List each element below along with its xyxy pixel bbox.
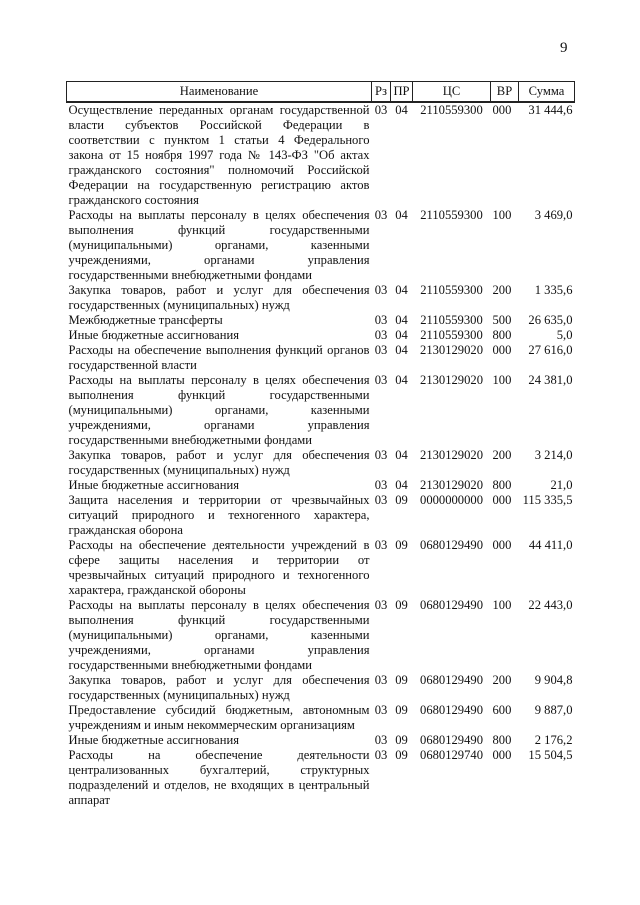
cell-pr: 04 <box>395 373 408 387</box>
cell-rz: 03 <box>374 343 388 357</box>
cell-rz: 03 <box>374 733 388 747</box>
cell-name: Расходы на выплаты персоналу в целях обеспечения выполнения функций государственными (муниципальными) органами, казенными учреждениями, органами управления государственными внебюджетными фондами <box>68 208 370 282</box>
table-row <box>67 598 575 673</box>
cell-rz: 03 <box>374 283 388 297</box>
cell-pr: 09 <box>395 598 408 612</box>
budget-table <box>66 81 575 808</box>
cell-vr: 000 <box>492 103 512 117</box>
cell-rz: 03 <box>374 313 388 327</box>
cell-sum: 21,0 <box>550 478 573 492</box>
cell-rz: 03 <box>374 748 388 762</box>
header-cs: ЦС <box>413 82 491 103</box>
cell-rz: 03 <box>374 373 388 387</box>
cell-cs: 0680129490 <box>420 673 483 687</box>
cell-sum: 24 381,0 <box>528 373 573 387</box>
cell-rz: 03 <box>374 598 388 612</box>
cell-pr: 09 <box>395 748 408 762</box>
cell-cs: 2130129020 <box>420 343 483 357</box>
table-row <box>67 673 575 703</box>
cell-cs: 2110559300 <box>420 313 483 327</box>
cell-vr: 200 <box>492 283 512 297</box>
cell-cs: 0680129740 <box>420 748 483 762</box>
cell-cs: 2110559300 <box>420 328 483 342</box>
cell-rz: 03 <box>374 538 388 552</box>
cell-sum: 26 635,0 <box>528 313 573 327</box>
cell-vr: 800 <box>492 733 512 747</box>
cell-rz: 03 <box>374 493 388 507</box>
cell-cs: 2110559300 <box>420 103 483 117</box>
cell-vr: 000 <box>492 538 512 552</box>
cell-rz: 03 <box>374 478 388 492</box>
table-row <box>67 373 575 448</box>
cell-pr: 04 <box>395 343 408 357</box>
cell-sum: 27 616,0 <box>528 343 573 357</box>
cell-name: Предоставление субсидий бюджетным, автономным учреждениям и иным некоммерческим организациям <box>68 703 370 732</box>
header-rz: Рз <box>372 82 391 103</box>
cell-sum: 31 444,6 <box>528 103 573 117</box>
cell-rz: 03 <box>374 673 388 687</box>
cell-name: Осуществление переданных органам государственной власти субъектов Российской Федерации в соответствии с пунктом 1 статьи 4 Федерального закона от 15 ноября 1997 года № 143-ФЗ "Об актах гражданского состояния" полномочий Российской Федерации на государственную регистрацию актов гражданского состояния <box>68 103 370 207</box>
table-row <box>67 448 575 478</box>
cell-sum: 9 887,0 <box>534 703 573 717</box>
cell-name: Расходы на обеспечение выполнения функций органов государственной власти <box>68 343 370 372</box>
cell-vr: 200 <box>492 673 512 687</box>
cell-vr: 800 <box>492 478 512 492</box>
cell-cs: 2130129020 <box>420 373 483 387</box>
cell-sum: 3 469,0 <box>534 208 573 222</box>
cell-cs: 0680129490 <box>420 703 483 717</box>
table-row <box>67 283 575 313</box>
cell-vr: 100 <box>492 598 512 612</box>
cell-pr: 09 <box>395 733 408 747</box>
cell-sum: 1 335,6 <box>534 283 573 297</box>
cell-vr: 100 <box>492 373 512 387</box>
cell-sum: 5,0 <box>556 328 573 342</box>
cell-pr: 04 <box>395 478 408 492</box>
cell-rz: 03 <box>374 208 388 222</box>
cell-name: Иные бюджетные ассигнования <box>68 478 240 492</box>
cell-cs: 2130129020 <box>420 478 483 492</box>
table-row <box>67 748 575 808</box>
cell-name: Иные бюджетные ассигнования <box>68 733 240 747</box>
table-row <box>67 493 575 538</box>
cell-name: Защита населения и территории от чрезвычайных ситуаций природного и техногенного характера, гражданская оборона <box>68 493 370 537</box>
cell-cs: 0680129490 <box>420 598 483 612</box>
table-header-row <box>67 82 575 103</box>
cell-name: Закупка товаров, работ и услуг для обеспечения государственных (муниципальных) нужд <box>68 448 370 477</box>
cell-name: Расходы на обеспечение деятельности централизованных бухгалтерий, структурных подразделений и отделов, не входящих в центральный аппарат <box>68 748 370 807</box>
cell-vr: 800 <box>492 328 512 342</box>
cell-cs: 0680129490 <box>420 733 483 747</box>
cell-rz: 03 <box>374 703 388 717</box>
cell-rz: 03 <box>374 448 388 462</box>
cell-vr: 000 <box>492 343 512 357</box>
cell-pr: 04 <box>395 448 408 462</box>
cell-cs: 2110559300 <box>420 283 483 297</box>
cell-name: Закупка товаров, работ и услуг для обеспечения государственных (муниципальных) нужд <box>68 673 370 702</box>
cell-cs: 2110559300 <box>420 208 483 222</box>
table-row <box>67 328 575 343</box>
table-row <box>67 313 575 328</box>
cell-sum: 44 411,0 <box>528 538 573 552</box>
table-row <box>67 478 575 493</box>
cell-vr: 100 <box>492 208 512 222</box>
cell-pr: 04 <box>395 313 408 327</box>
cell-pr: 09 <box>395 493 408 507</box>
cell-vr: 000 <box>492 493 512 507</box>
cell-cs: 0680129490 <box>420 538 483 552</box>
cell-sum: 115 335,5 <box>522 493 573 507</box>
cell-vr: 200 <box>492 448 512 462</box>
cell-pr: 09 <box>395 538 408 552</box>
table-row <box>67 733 575 748</box>
header-vr: ВР <box>491 82 519 103</box>
cell-vr: 600 <box>492 703 512 717</box>
cell-name: Расходы на обеспечение деятельности учреждений в сфере защиты населения и территории от чрезвычайных ситуаций природного и техногенного характера, гражданской обороны <box>68 538 370 597</box>
cell-name: Межбюджетные трансферты <box>68 313 223 327</box>
table-row <box>67 343 575 373</box>
cell-pr: 04 <box>395 103 408 117</box>
cell-cs: 0000000000 <box>420 493 483 507</box>
page-number: 9 <box>560 40 568 56</box>
cell-name: Иные бюджетные ассигнования <box>68 328 240 342</box>
table-row <box>67 703 575 733</box>
cell-name: Закупка товаров, работ и услуг для обеспечения государственных (муниципальных) нужд <box>68 283 370 312</box>
header-name: Наименование <box>67 82 372 103</box>
header-pr: ПР <box>391 82 413 103</box>
table-body <box>67 102 575 808</box>
cell-rz: 03 <box>374 103 388 117</box>
cell-name: Расходы на выплаты персоналу в целях обеспечения выполнения функций государственными (муниципальными) органами, казенными учреждениями, органами управления государственными внебюджетными фондами <box>68 373 370 447</box>
cell-pr: 09 <box>395 703 408 717</box>
cell-rz: 03 <box>374 328 388 342</box>
table-row <box>67 208 575 283</box>
cell-pr: 04 <box>395 283 408 297</box>
cell-pr: 09 <box>395 673 408 687</box>
cell-pr: 04 <box>395 328 408 342</box>
cell-sum: 9 904,8 <box>534 673 573 687</box>
table-row <box>67 538 575 598</box>
cell-name: Расходы на выплаты персоналу в целях обеспечения выполнения функций государственными (муниципальными) органами, казенными учреждениями, органами управления государственными внебюджетными фондами <box>68 598 370 672</box>
cell-pr: 04 <box>395 208 408 222</box>
cell-cs: 2130129020 <box>420 448 483 462</box>
cell-sum: 3 214,0 <box>534 448 573 462</box>
cell-sum: 15 504,5 <box>528 748 573 762</box>
cell-vr: 000 <box>492 748 512 762</box>
cell-vr: 500 <box>492 313 512 327</box>
cell-sum: 2 176,2 <box>534 733 573 747</box>
table-row <box>67 102 575 208</box>
header-sum: Сумма <box>519 82 575 103</box>
cell-sum: 22 443,0 <box>528 598 573 612</box>
